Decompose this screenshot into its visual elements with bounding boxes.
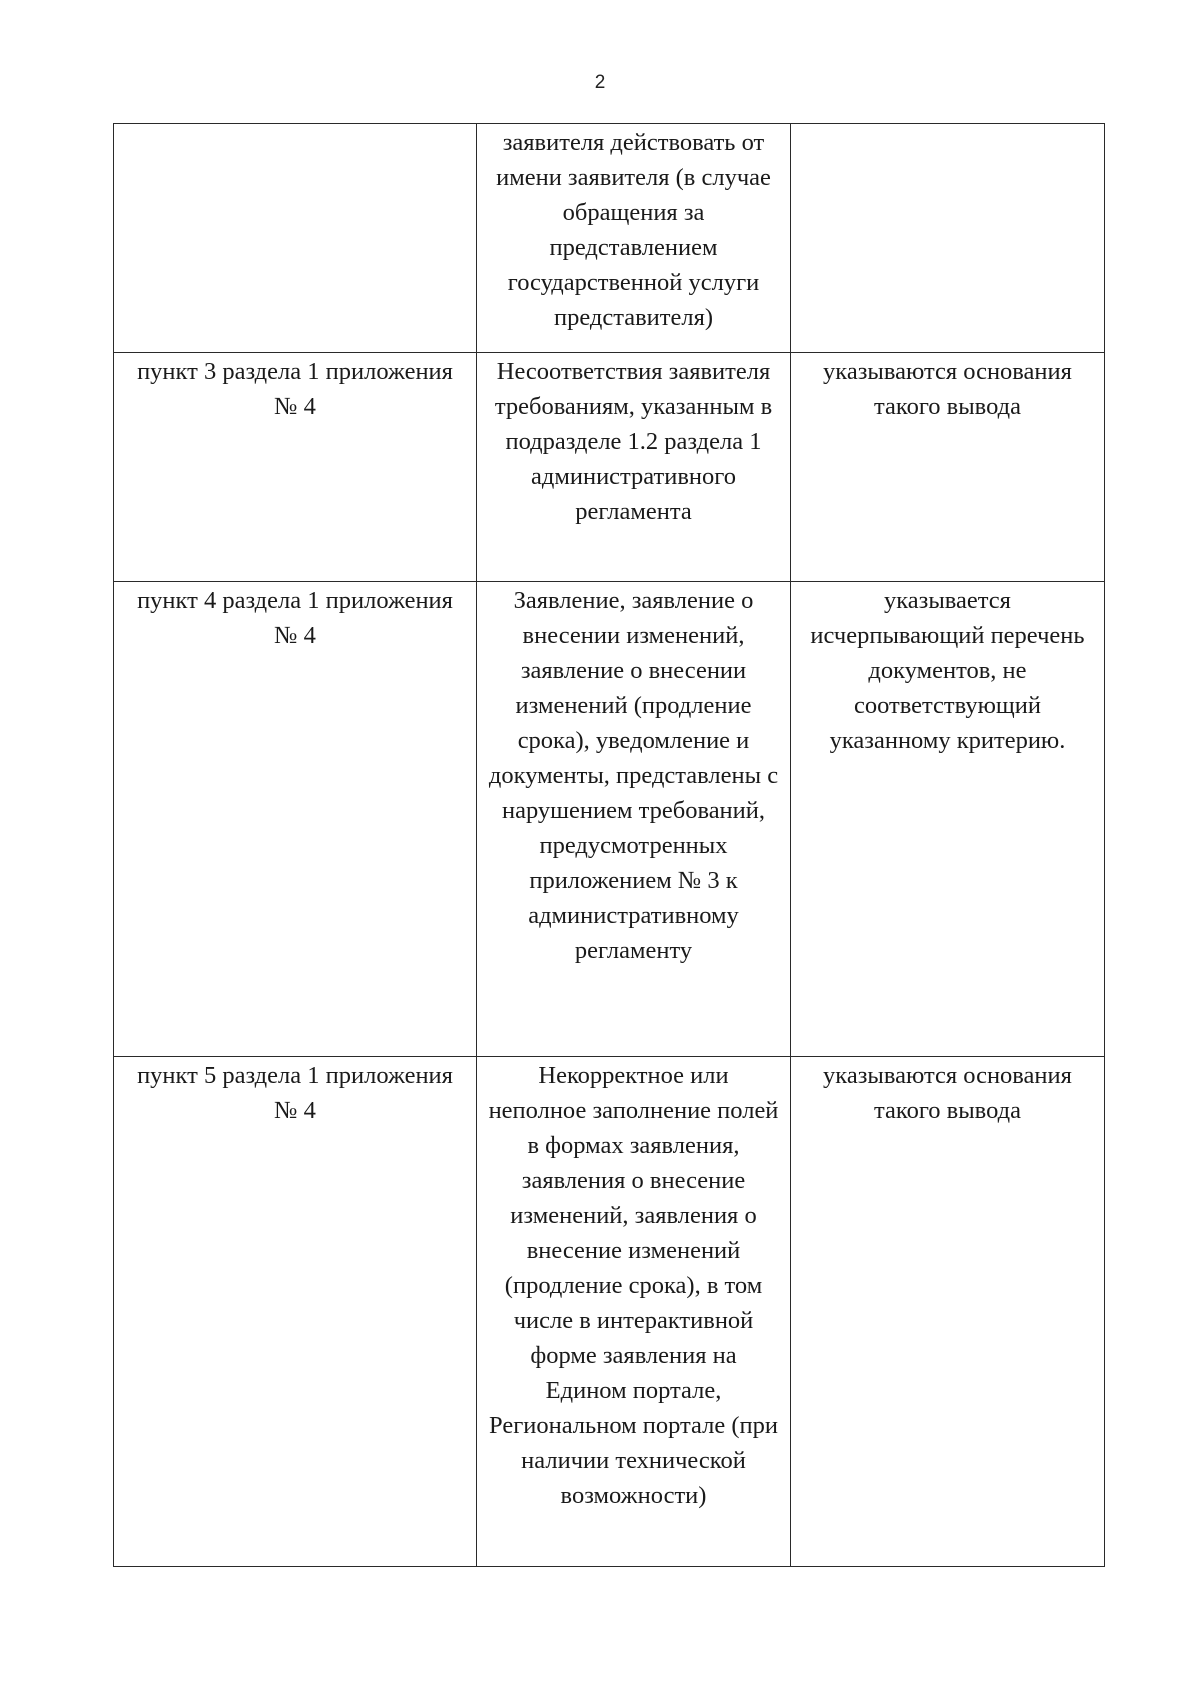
cell-text: указываются основания такого вывода bbox=[823, 358, 1072, 420]
cell-text: заявителя действовать от имени заявителя (в случае обращения за представлением государственной услуги представителя) bbox=[496, 129, 771, 331]
cell-text: пункт 3 раздела 1 приложения № 4 bbox=[137, 358, 453, 420]
table-row bbox=[114, 582, 1105, 1057]
table-cell-reference bbox=[114, 1057, 477, 1567]
table-cell-reason bbox=[477, 124, 791, 353]
table-cell-explanation bbox=[791, 582, 1105, 1057]
table-cell-reason bbox=[477, 353, 791, 582]
table-cell-reason bbox=[477, 582, 791, 1057]
cell-text: Несоответствия заявителя требованиям, указанным в подразделе 1.2 раздела 1 административного регламента bbox=[494, 358, 773, 525]
table-cell-explanation bbox=[791, 1057, 1105, 1567]
table-cell-reference bbox=[114, 124, 477, 353]
cell-text: указывается исчерпывающий перечень документов, не соответствующий указанному критерию. bbox=[810, 587, 1085, 754]
table-cell-explanation bbox=[791, 353, 1105, 582]
requirements-table bbox=[113, 123, 1105, 1567]
table-cell-reason bbox=[477, 1057, 791, 1567]
cell-text: пункт 4 раздела 1 приложения № 4 bbox=[137, 587, 453, 649]
page-number: 2 bbox=[594, 72, 606, 93]
cell-text: указываются основания такого вывода bbox=[823, 1062, 1072, 1124]
cell-text: Заявление, заявление о внесении изменений, заявление о внесении изменений (продление срока), уведомление и документы, представлены с нарушением требований, предусмотренных приложением № 3 к административному регламенту bbox=[488, 587, 779, 964]
table-cell-explanation bbox=[791, 124, 1105, 353]
table-cell-reference bbox=[114, 582, 477, 1057]
cell-text: пункт 5 раздела 1 приложения № 4 bbox=[137, 1062, 453, 1124]
cell-text: Некорректное или неполное заполнение полей в формах заявления, заявления о внесение изменений, заявления о внесение изменений (продление срока), в том числе в интерактивной форме заявления на Едином портале, Региональном портале (при наличии технической возможности) bbox=[488, 1062, 779, 1509]
table-row bbox=[114, 1057, 1105, 1567]
table-row bbox=[114, 124, 1105, 353]
table-row bbox=[114, 353, 1105, 582]
table-cell-reference bbox=[114, 353, 477, 582]
